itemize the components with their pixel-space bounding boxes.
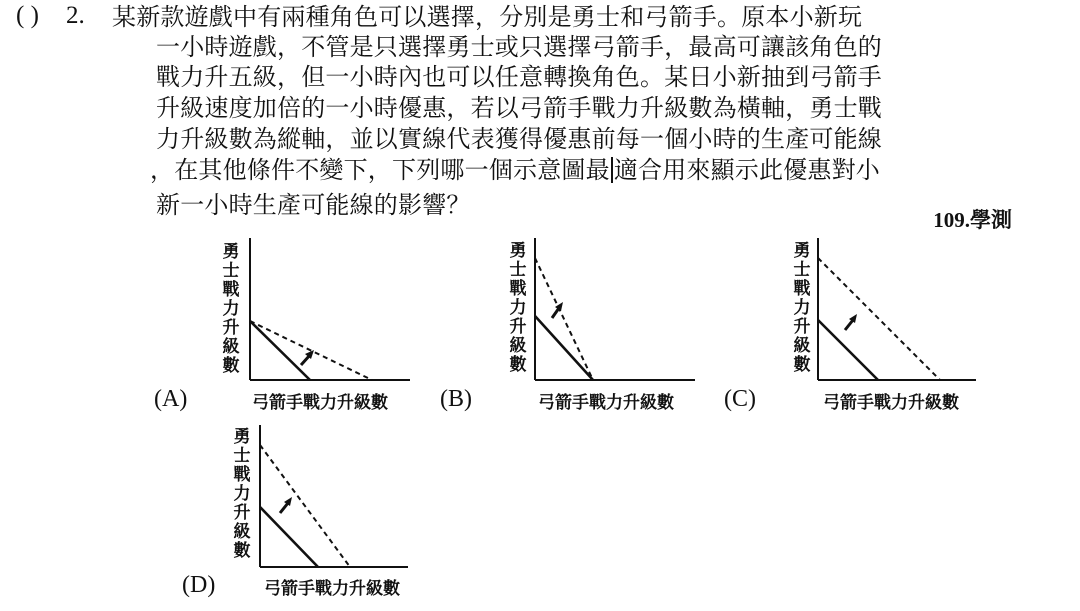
- question-number: 2.: [66, 2, 85, 29]
- option-c-graph[interactable]: [818, 238, 1028, 413]
- option-b-label[interactable]: (B): [440, 386, 472, 412]
- question-line-3: 戰力升五級，但一小時內也可以任意轉換角色。某日小新抽到弓箭手: [156, 63, 882, 91]
- arrow-icon: [845, 314, 857, 330]
- arrow-icon: [301, 350, 314, 365]
- option-c-label[interactable]: (C): [724, 386, 756, 412]
- question-line-2: 一小時遊戲，不管是只選擇勇士或只選擇弓箭手，最高可讓該角色的: [156, 33, 882, 61]
- question-line-6: [150, 155, 880, 185]
- question-line-7: 新一小時生產可能線的影響？: [156, 191, 471, 219]
- option-a-xlabel: 弓箭手戰力升級數: [252, 393, 388, 413]
- option-c-plot: [818, 238, 978, 383]
- question-line-4: 升級速度加倍的一小時優惠，若以弓箭手戰力升級數為橫軸，勇士戰: [156, 94, 882, 122]
- question-line-6-start: ，在其他條件不變下，下列哪一個示意圖最: [150, 156, 610, 184]
- question-line-1: 某新款遊戲中有兩種角色可以選擇，分別是勇士和弓箭手。原本小新玩: [112, 3, 863, 31]
- option-d-graph[interactable]: [260, 425, 470, 600]
- question-line-6-end: 適合用來顯示此優惠對小: [613, 156, 881, 184]
- option-c-ylabel: 勇士戰力升級數: [793, 241, 811, 375]
- answer-blank: ( ): [16, 2, 39, 29]
- option-a-label[interactable]: (A): [154, 386, 188, 412]
- solid-ppf-line: [818, 320, 878, 380]
- option-a-ylabel: 勇士戰力升級數: [222, 242, 240, 376]
- dashed-ppf-line: [818, 258, 940, 380]
- solid-ppf-line: [535, 316, 593, 380]
- text-cursor: [611, 157, 613, 183]
- option-d-plot: [260, 425, 420, 570]
- solid-ppf-line: [250, 321, 310, 380]
- exam-source: 109.學測: [933, 208, 1012, 232]
- solid-ppf-line: [260, 507, 318, 567]
- option-c-xlabel: 弓箭手戰力升級數: [823, 393, 959, 413]
- option-d-ylabel: 勇士戰力升級數: [233, 427, 251, 561]
- option-b-plot: [535, 238, 695, 383]
- dashed-ppf-line: [250, 321, 372, 380]
- question-line-5: 力升級數為縱軸，並以實線代表獲得優惠前每一個小時的生產可能線: [156, 125, 882, 153]
- option-b-ylabel: 勇士戰力升級數: [509, 241, 527, 375]
- option-d-xlabel: 弓箭手戰力升級數: [264, 579, 400, 599]
- option-d-label[interactable]: (D): [182, 572, 216, 598]
- arrow-icon: [280, 497, 292, 513]
- option-b-xlabel: 弓箭手戰力升級數: [538, 393, 674, 413]
- option-b-graph[interactable]: [535, 238, 745, 413]
- option-a-plot: [250, 238, 410, 383]
- option-a-graph[interactable]: [250, 238, 460, 413]
- dashed-ppf-line: [260, 445, 350, 567]
- dashed-ppf-line: [535, 258, 593, 380]
